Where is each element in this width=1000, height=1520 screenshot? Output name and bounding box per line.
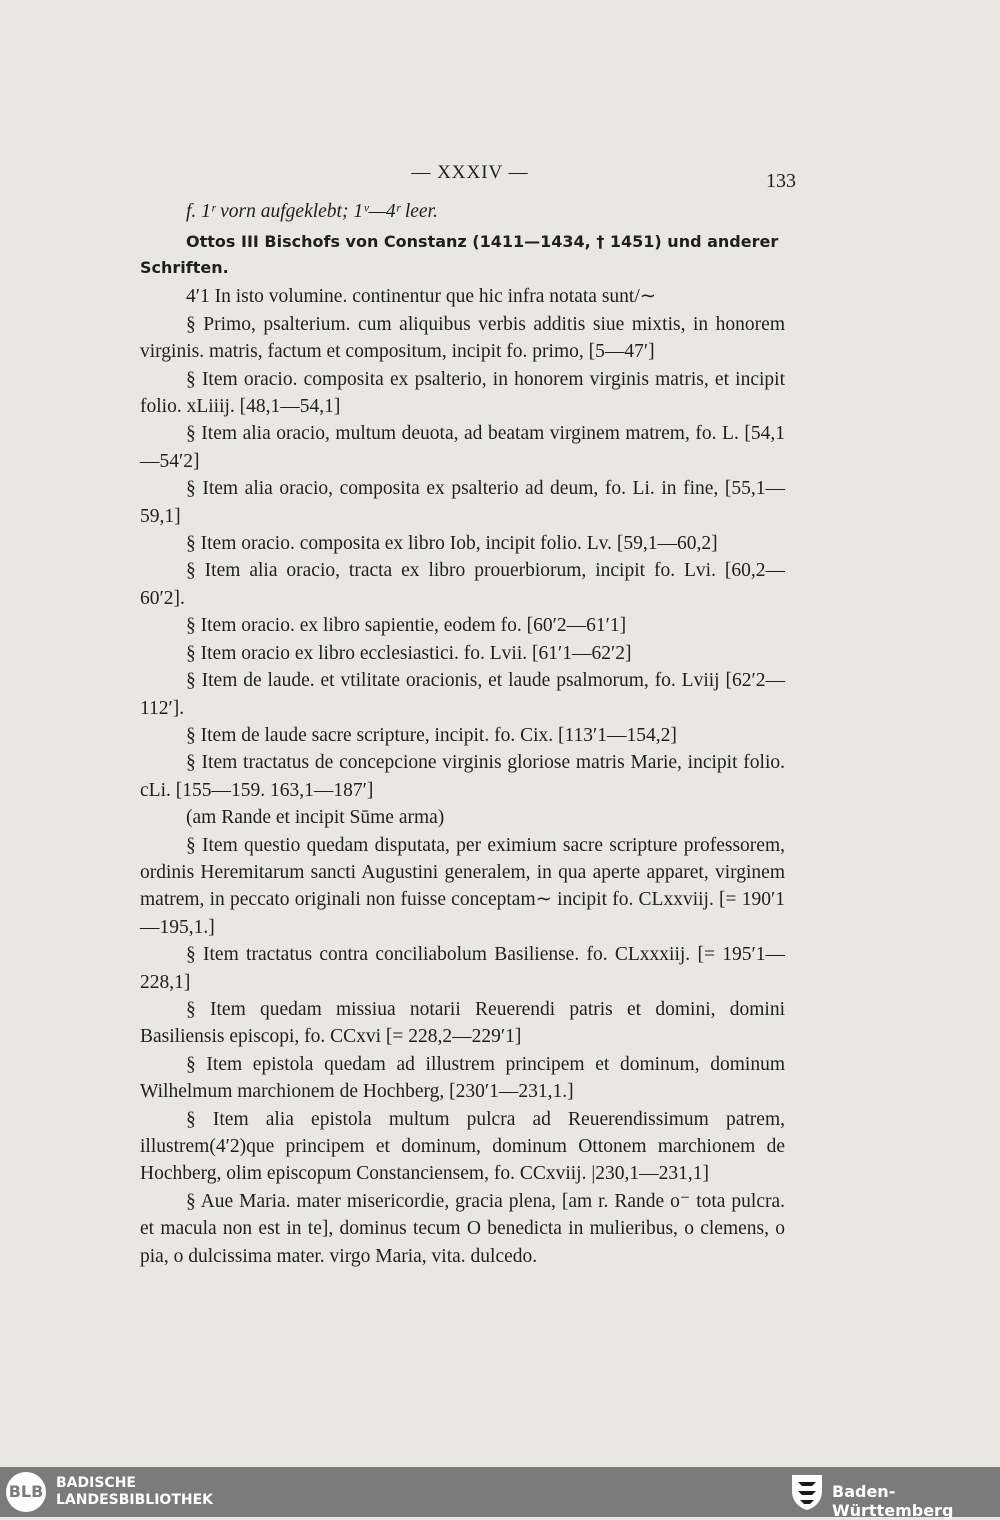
paragraph: 4′1 In isto volumine. continentur que hic infra notata sunt/∼ — [186, 286, 657, 308]
paragraph: § Item de laude sacre scripture, incipit. fo. Cix. [113′1—154,2] — [186, 724, 677, 746]
document-body — [140, 198, 785, 1270]
paragraph: § Item alia oracio, tracta ex libro prouerbiorum, incipit fo. Lvi. [60,2—60′2]. — [140, 560, 785, 609]
section-heading: Ottos III Bischofs von Constanz (1411—1434, † 1451) und anderer Schriften. — [140, 232, 779, 278]
paragraph: § Item quedam missiua notarii Reuerendi patris et domini, domini Basiliensis episcopi, fo. CCxvi [= 228,2—229′1] — [140, 998, 785, 1048]
margin-note: (am Rande et incipit Sūme arma) — [186, 807, 445, 829]
paragraph: § Item oracio. ex libro sapientie, eodem fo. [60′2—61′1] — [186, 615, 627, 637]
paragraph: § Item epistola quedam ad illustrem principem et dominum, dominum Wilhelmum marchionem de Hochberg, [230′1—231,1.] — [140, 1053, 785, 1103]
footer-bar — [0, 1467, 1000, 1520]
paragraph: § Item tractatus contra conciliabolum Basiliense. fo. CLxxxiij. [= 195′1—228,1] — [140, 944, 785, 993]
library-name[interactable] — [56, 1475, 213, 1509]
paragraph: § Item questio quedam disputata, per eximium sacre scripture professorem, ordinis Heremitarum sancti Augustini generalem, in qua aperte apparet, virginem matrem, in peccato originali non fuisse conceptam∼ incipit fo. CLxxviij. [= 190′1—195,1.] — [140, 834, 785, 938]
paragraph: § Item alia oracio, composita ex psalterio ad deum, fo. Li. in fine, [55,1—59,1] — [140, 478, 785, 527]
paragraph: § Item oracio. composita ex libro Iob, incipit folio. Lv. [59,1—60,2] — [186, 533, 718, 555]
state-crest-icon — [790, 1473, 824, 1511]
blb-logo[interactable]: BLB — [6, 1472, 46, 1512]
paragraph: § Primo, psalterium. cum aliquibus verbis additis siue mixtis, in honorem virginis. matris, factum et compositum, incipit fo. primo, [5—47′] — [140, 313, 785, 363]
paragraph: § Aue Maria. mater misericordie, gracia plena, [am r. Rande o⁻ tota pulcra. et macula non est in te], dominus tecum O benedicta in mulieribus, o clemens, o pia, o dulcissima mater. virgo Maria, vita. dulcedo. — [140, 1190, 785, 1267]
paragraph: § Item de laude. et vtilitate oracionis, et laude psalmorum, fo. Lviij [62′2—112′]. — [140, 670, 785, 719]
paragraph: § Item alia oracio, multum deuota, ad beatam virginem matrem, fo. L. [54,1—54′2] — [140, 423, 785, 472]
state-name[interactable]: Baden-Württemberg — [832, 1482, 954, 1520]
paragraph: § Item tractatus de concepcione virginis gloriose matris Marie, incipit folio. cLi. [155—159. 163,1—187′] — [140, 752, 785, 801]
paragraph: § Item alia epistola multum pulcra ad Reuerendissimum patrem, illustrem(4′2)que principem et dominum, dominum Ottonem marchionem de Hochberg, olim episcopum Constanciensem, fo. CCxviij. |230,1—231,1] — [140, 1108, 785, 1185]
roman-page-header: — XXXIV — — [411, 162, 529, 183]
subtitle-note: f. 1ʳ vorn aufgeklebt; 1ᵛ—4ʳ leer. — [186, 201, 438, 222]
page-number: 133 — [766, 170, 796, 192]
library-name-line2: LANDESBIBLIOTHEK — [56, 1492, 214, 1508]
library-name-line1: BADISCHE — [56, 1475, 136, 1491]
paragraph: § Item oracio. composita ex psalterio, in honorem virginis matris, et incipit folio. xLiiij. [48,1—54,1] — [140, 368, 785, 418]
paragraph: § Item oracio ex libro ecclesiastici. fo. Lvii. [61′1—62′2] — [186, 642, 632, 664]
